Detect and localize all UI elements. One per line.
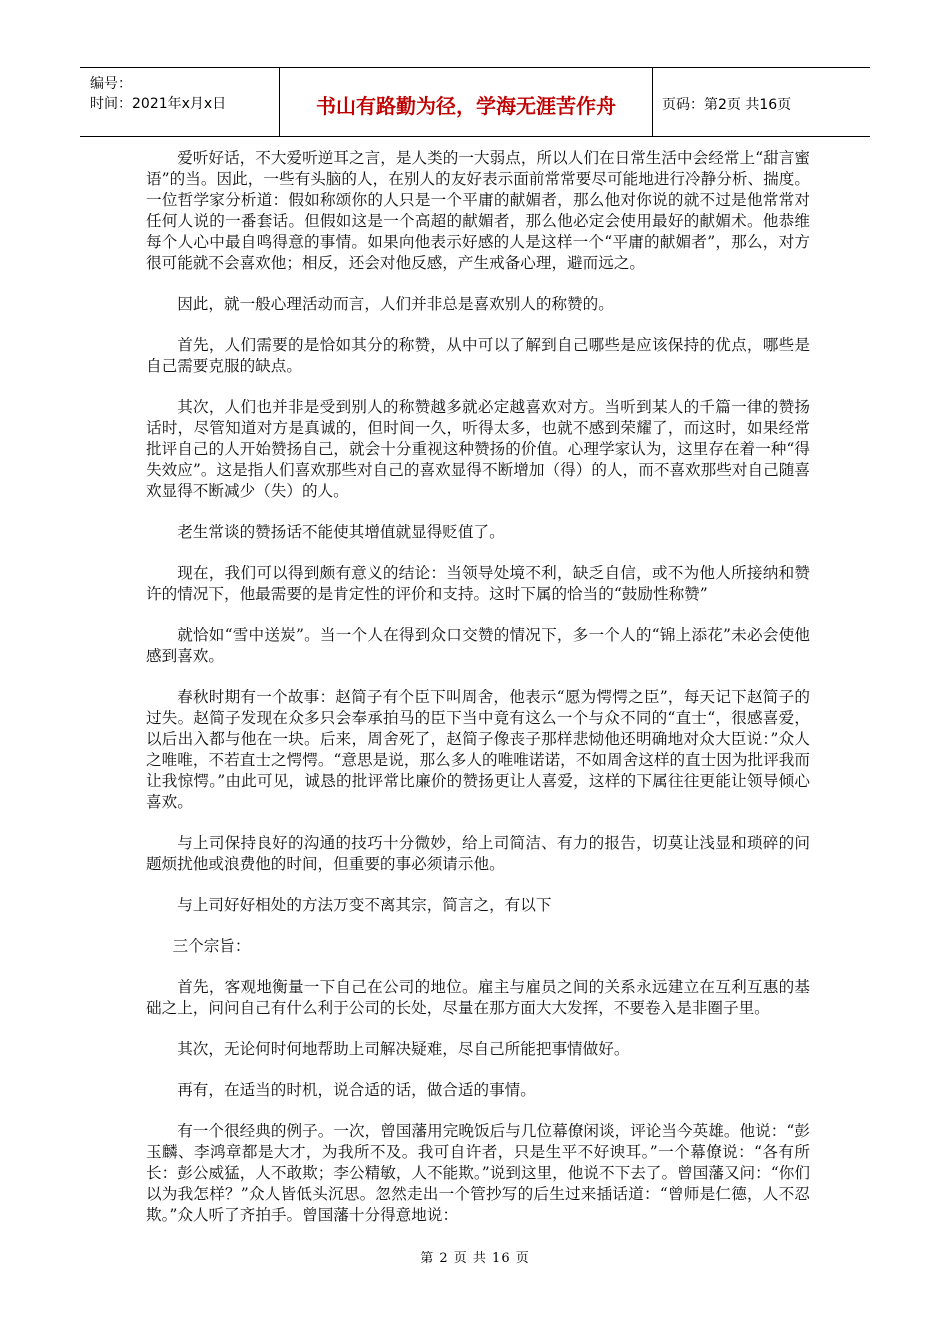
paragraph: 老生常谈的赞扬话不能使其增值就显得贬值了。 — [177, 523, 505, 541]
paragraph: 首先，人们需要的是恰如其分的称赞，从中可以了解到自己哪些是应该保持的优点，哪些是自己需要克服的缺点。 — [146, 336, 810, 375]
paragraph: 其次，无论何时何地帮助上司解决疑难，尽自己所能把事情做好。 — [177, 1040, 630, 1058]
document-time-label: 时间：2021年x月x日 — [90, 96, 227, 112]
header-meta — [90, 74, 226, 114]
header-page-number: 页码：第2页 共16页 — [662, 97, 792, 113]
paragraph: 就恰如“雪中送炭”。当一个人在得到众口交赞的情况下，多一个人的“锦上添花”未必会使他感到喜欢。 — [146, 626, 810, 665]
paragraph: 三个宗旨： — [172, 937, 251, 955]
header-motto: 书山有路勤为径，学海无涯苦作舟 — [316, 94, 616, 118]
paragraph: 首先，客观地衡量一下自己在公司的地位。雇主与雇员之间的关系永远建立在互利互惠的基础之上，问问自己有什么利于公司的长处，尽量在那方面大大发挥，不要卷入是非圈子里。 — [146, 978, 810, 1017]
paragraph: 春秋时期有一个故事：赵简子有个臣下叫周舍，他表示“愿为愕愕之臣”，每天记下赵简子的过失。赵简子发现在众多只会奉承拍马的臣下当中竟有这么一个与众不同的“直士“，很感喜爱，以后出入都与他在一块。后来，周舍死了，赵简子像丧子那样悲恸他还明确地对众大臣说：”众人之唯唯，不若直士之愕愕。“意思是说，那么多人的唯唯诺诺，不如周舍这样的直士因为批评我而让我惊愕。”由此可见，诚恳的批评常比廉价的赞扬更让人喜爱，这样的下属往往更能让领导倾心喜欢。 — [146, 688, 810, 811]
page-header — [80, 67, 870, 137]
paragraph: 再有，在适当的时机，说合适的话，做合适的事情。 — [177, 1081, 536, 1099]
document-number-label: 编号： — [90, 76, 132, 92]
paragraph: 爱听好话，不大爱听逆耳之言，是人类的一大弱点，所以人们在日常生活中会经常上“甜言蜜语”的当。因此，一些有头脑的人，在别人的友好表示面前常常要尽可能地进行冷静分析、揣度。一位哲学家分析道：假如称颂你的人只是一个平庸的献媚者，那么他对你说的就不过是他常常对任何人说的一番套话。但假如这是一个高超的献媚者，那么他必定会使用最好的献媚术。他恭维每个人心中最自鸣得意的事情。如果向他表示好感的人是这样一个“平庸的献媚者”，那么，对方很可能就不会喜欢他；相反，还会对他反感，产生戒备心理，避而远之。 — [146, 149, 810, 272]
paragraph: 因此，就一般心理活动而言，人们并非总是喜欢别人的称赞的。 — [177, 295, 614, 313]
paragraph: 其次，人们也并非是受到别人的称赞越多就必定越喜欢对方。当听到某人的千篇一律的赞扬话时，尽管知道对方是真诚的，但时间一久，听得太多，也就不感到荣耀了，而这时，如果经常批评自己的人开始赞扬自己，就会十分重视这种赞扬的价值。心理学家认为，这里存在着一种“得失效应”。这是指人们喜欢那些对自己的喜欢显得不断增加（得）的人，而不喜欢那些对自己随喜欢显得不断减少（失）的人。 — [146, 398, 810, 500]
page-footer: 第 2 页 共 16 页 — [420, 1251, 530, 1266]
paragraph: 与上司保持良好的沟通的技巧十分微妙，给上司简洁、有力的报告，切莫让浅显和琐碎的问题烦扰他或浪费他的时间，但重要的事必须请示他。 — [146, 834, 810, 873]
header-divider — [652, 68, 653, 136]
paragraph: 现在，我们可以得到颇有意义的结论：当领导处境不利，缺乏自信，或不为他人所接纳和赞许的情况下，他最需要的是肯定性的评价和支持。这时下属的恰当的“鼓励性称赞” — [146, 564, 810, 603]
paragraph: 有一个很经典的例子。一次，曾国藩用完晚饭后与几位幕僚闲谈，评论当今英雄。他说：“彭玉麟、李鸿章都是大才，为我所不及。我可自许者，只是生平不好谀耳。”一个幕僚说：“各有所长：彭公威猛，人不敢欺；李公精敏，人不能欺。”说到这里，他说不下去了。曾国藩又问：“你们以为我怎样？”众人皆低头沉思。忽然走出一个管抄写的后生过来插话道：“曾师是仁德，人不忍欺。”众人听了齐拍手。曾国藩十分得意地说： — [146, 1122, 810, 1224]
document-body — [146, 148, 810, 1246]
paragraph: 与上司好好相处的方法万变不离其宗，简言之，有以下 — [177, 896, 552, 914]
